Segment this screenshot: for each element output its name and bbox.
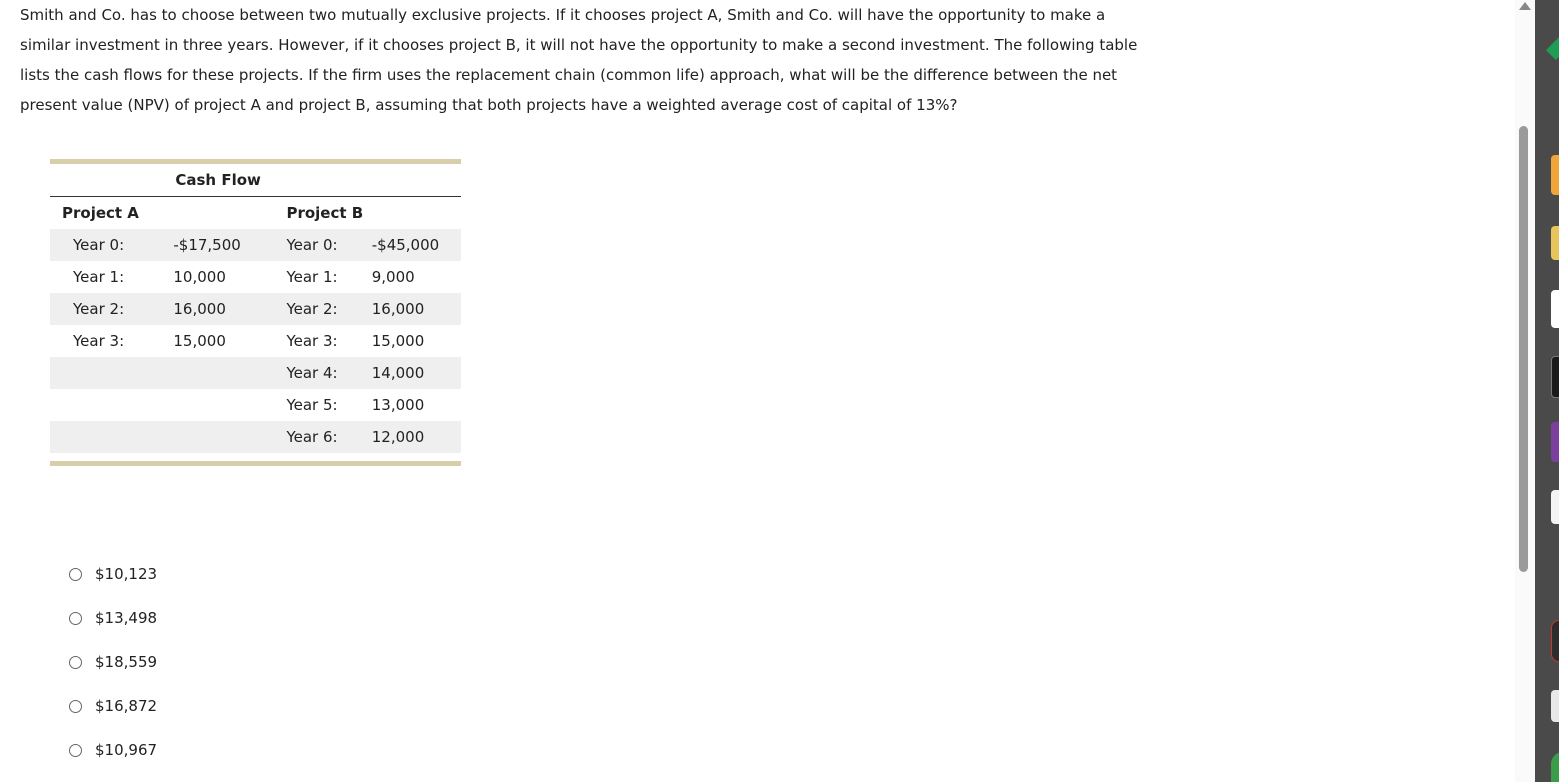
project-a-cash-flow: -$17,500: [173, 229, 274, 261]
project-a-year: [50, 421, 173, 453]
purple-app-icon[interactable]: [1551, 422, 1559, 462]
answer-label: $10,123: [95, 565, 158, 583]
white-app-icon[interactable]: [1551, 290, 1559, 328]
project-b-cash-flow: 15,000: [371, 332, 425, 350]
notepad-app-icon[interactable]: [1551, 690, 1559, 722]
answer-option-2[interactable]: [69, 596, 157, 640]
black-app-icon[interactable]: [1551, 356, 1559, 398]
table-bottom-rule: [50, 461, 461, 466]
table-row: [50, 421, 461, 453]
project-a-year: Year 2:: [50, 293, 173, 325]
project-b-cash-flow: 12,000: [372, 421, 461, 453]
table-row: [50, 357, 461, 389]
cash-flow-header: Cash Flow: [173, 164, 371, 197]
yellow-app-icon[interactable]: [1551, 226, 1559, 260]
project-b-year: Year 5:: [286, 396, 338, 414]
project-a-year: Year 1:: [73, 268, 125, 286]
radio-button[interactable]: [69, 744, 82, 757]
answer-label: $18,559: [95, 653, 158, 671]
green-round-app-icon[interactable]: [1551, 752, 1559, 782]
answer-option-5[interactable]: [69, 728, 157, 772]
red-app-icon[interactable]: [1551, 620, 1559, 662]
project-a-year: [50, 357, 173, 389]
question-text: Smith and Co. has to choose between two mutually exclusive projects. If it chooses project A, Smith and Co. will have the opportunity to make a similar investment in three years. However, if it chooses project B, it will not have the opportunity to make a second investment. The following table lists the cash flows for these projects. If the firm uses the replacement chain (common life) approach, what will be the difference between the net present value (NPV) of project A and project B, assuming that both projects have a weighted average cost of capital of 13%?: [20, 6, 1138, 114]
project-b-year: Year 1:: [286, 268, 338, 286]
project-a-year: Year 3:: [73, 332, 125, 350]
project-a-year: Year 0:: [50, 229, 173, 261]
radio-button[interactable]: [69, 568, 82, 581]
project-a-cash-flow: [173, 421, 274, 453]
project-b-cash-flow: 16,000: [372, 293, 461, 325]
table-row: [50, 261, 461, 293]
side-dock: [1535, 0, 1559, 782]
table-row: [50, 293, 461, 325]
project-a-cash-flow: 15,000: [173, 332, 226, 350]
answer-option-1[interactable]: [69, 552, 157, 596]
project-b-cash-flow: 13,000: [371, 396, 425, 414]
radio-button[interactable]: [69, 700, 82, 713]
project-a-cash-flow: 10,000: [173, 268, 226, 286]
scrollbar-thumb[interactable]: [1519, 126, 1528, 572]
orange-app-icon[interactable]: [1551, 155, 1559, 195]
answer-label: $10,967: [95, 741, 158, 759]
answer-option-3[interactable]: [69, 640, 157, 684]
green-app-icon[interactable]: [1546, 36, 1559, 60]
table-row: [50, 229, 461, 261]
project-b-year: Year 6:: [274, 421, 371, 453]
project-b-label: Project B: [286, 204, 364, 222]
project-a-cash-flow: 16,000: [173, 293, 274, 325]
table-row: [50, 389, 461, 421]
project-a-year: [50, 389, 173, 421]
project-b-cash-flow: 9,000: [371, 268, 415, 286]
project-b-year: Year 3:: [286, 332, 338, 350]
scroll-up-arrow-icon[interactable]: [1519, 2, 1531, 10]
radio-button[interactable]: [69, 656, 82, 669]
project-a-cash-flow: [173, 357, 274, 389]
radio-button[interactable]: [69, 612, 82, 625]
table-row: [50, 325, 461, 357]
project-a-cash-flow: [173, 389, 274, 421]
project-a-label: Project A: [62, 204, 139, 222]
answer-option-4[interactable]: [69, 684, 157, 728]
project-b-cash-flow: 14,000: [372, 357, 461, 389]
cash-flow-table: [50, 159, 461, 466]
project-b-cash-flow: -$45,000: [372, 229, 461, 261]
project-b-year: Year 2:: [274, 293, 371, 325]
project-b-year: Year 4:: [274, 357, 371, 389]
vertical-scrollbar[interactable]: [1515, 0, 1535, 782]
project-b-year: Year 0:: [274, 229, 371, 261]
answer-label: $16,872: [95, 697, 158, 715]
document-app-icon[interactable]: [1551, 490, 1559, 524]
answer-options: [69, 552, 157, 772]
answer-label: $13,498: [95, 609, 158, 627]
